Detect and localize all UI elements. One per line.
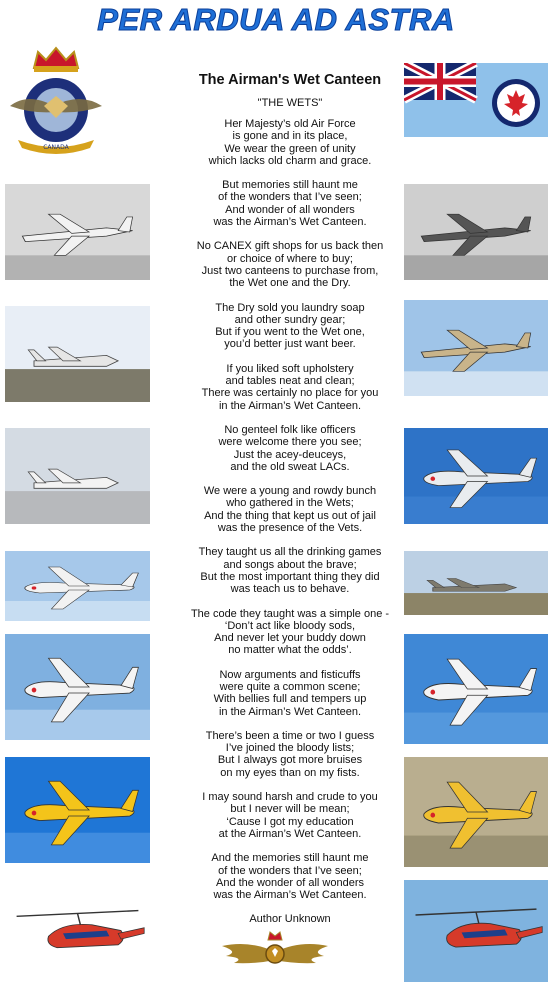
poem-stanza: [150, 118, 430, 167]
poem-line: were quite a common scene;: [219, 680, 361, 693]
poem-line: And the thing that kept us out of jail: [204, 509, 376, 522]
poem-stanza: [150, 363, 430, 412]
poem-line: at the Airman’s Wet Canteen.: [218, 827, 362, 840]
poem-stanza: [150, 546, 430, 595]
poem-line: was the Airman’s Wet Canteen.: [213, 216, 367, 229]
poem-line: And the memories still haunt me: [211, 852, 369, 865]
rcaf-wings-emblem: [220, 926, 330, 976]
poem-line: but I never will be mean;: [230, 803, 350, 816]
poem-line: which lacks old charm and grace.: [208, 154, 372, 167]
poem-stanza: [150, 240, 430, 289]
poem-line: Just two canteens to purchase from,: [201, 264, 379, 277]
poem-stanza: [150, 791, 430, 840]
poem-line: And never let your buddy down: [214, 632, 366, 645]
poem-line: There was certainly no place for you: [201, 387, 379, 400]
crest-scroll-text: CANADA: [43, 144, 69, 151]
poem-line: of the wonders that I’ve seen;: [218, 191, 362, 204]
poem-line: But memories still haunt me: [222, 179, 358, 192]
photo-canso-rescue: [404, 634, 548, 744]
poem-line: and tables neat and clean;: [225, 375, 355, 388]
poem-line: you’d better just want beer.: [224, 338, 356, 351]
poem-line: But if you went to the Wet one,: [215, 326, 365, 339]
photo-tutor-lineup: [5, 428, 150, 524]
poem-title: The Airman's Wet Canteen: [198, 72, 382, 88]
poem-line: I’ve joined the bloody lists;: [225, 742, 355, 755]
poem-line: and other sundry gear;: [234, 313, 346, 326]
poem-line: They taught us all the drinking games: [198, 546, 382, 559]
poem-line: We were a young and rowdy bunch: [203, 485, 377, 498]
poem-line: who gathered in the Wets;: [226, 497, 354, 510]
poem-stanza: [150, 424, 430, 473]
photo-argus-patrol: [404, 428, 548, 524]
poem: [150, 72, 430, 925]
poem-line: was the Airman’s Wet Canteen.: [213, 889, 367, 902]
poem-line: We wear the green of unity: [224, 142, 356, 155]
photo-h34-helicopter: [5, 882, 150, 982]
photo-chipmunk-yellow: [5, 757, 150, 863]
poem-line: and the old sweat LACs.: [230, 460, 350, 473]
rcaf-crest: [8, 44, 104, 156]
poem-line: Now arguments and fisticuffs: [219, 668, 361, 681]
poem-line: were welcome there you see;: [218, 436, 362, 449]
poem-stanza: [150, 669, 430, 718]
photo-aurora-patrol: [5, 634, 150, 740]
poem-line: or choice of where to buy;: [227, 252, 353, 265]
poem-line: And wonder of all wonders: [225, 203, 355, 216]
photo-north-star: [5, 551, 150, 621]
poem-line: was teach us to behave.: [230, 583, 350, 596]
poem-line: the Wet one and the Dry.: [229, 277, 351, 290]
poem-line: No genteel folk like officers: [224, 423, 356, 436]
poem-line: The Dry sold you laundry soap: [215, 301, 365, 314]
poem-subtitle: "THE WETS": [257, 97, 323, 109]
photo-harvard-yellow: [404, 757, 548, 867]
poem-line: in the Airman’s Wet Canteen.: [218, 705, 362, 718]
poem-stanza: [150, 179, 430, 228]
poem-line: ‘Cause I got my education: [226, 815, 354, 828]
photo-starfighter-clouds: [404, 300, 548, 396]
poem-line: in the Airman’s Wet Canteen.: [218, 399, 362, 412]
poem-stanzas: [150, 118, 430, 901]
photo-cf100-grey: [404, 184, 548, 280]
photo-labrador-helicopter: [404, 880, 548, 982]
poem-stanza: [150, 608, 430, 657]
poem-line: The code they taught was a simple one -: [190, 607, 390, 620]
poem-line: And the wonder of all wonders: [216, 876, 364, 889]
poem-stanza: [150, 730, 430, 779]
poem-line: But the most important thing they did: [200, 570, 380, 583]
poem-line: I may sound harsh and crude to you: [202, 791, 378, 804]
poem-line: was the presence of the Vets.: [217, 522, 363, 535]
banner-title: PER ARDUA AD ASTRA: [97, 2, 455, 37]
poem-line: no matter what the odds’.: [228, 644, 352, 657]
poem-stanza: [150, 302, 430, 351]
poem-line: Just the acey-deuceys,: [233, 448, 347, 461]
poem-line: of the wonders that I’ve seen;: [218, 864, 362, 877]
poem-line: If you liked soft upholstery: [226, 362, 354, 375]
poem-stanza: [150, 852, 430, 901]
poem-line: But I always got more bruises: [217, 754, 363, 767]
photo-drag-chute-jet: [5, 306, 150, 402]
poem-line: is gone and in its place,: [232, 130, 348, 143]
photo-sabre-jet: [5, 184, 150, 280]
poem-line: No CANEX gift shops for us back then: [196, 240, 384, 253]
poem-line: There’s been a time or two I guess: [205, 729, 375, 742]
photo-mitchell-bomber: [404, 551, 548, 615]
poem-line: Her Majesty’s old Air Force: [224, 118, 356, 130]
poem-line: With bellies full and tempers up: [213, 693, 367, 706]
poem-author: Author Unknown: [249, 913, 331, 926]
poem-line: on my eyes than on my fists.: [220, 766, 360, 779]
poem-line: and songs about the brave;: [223, 558, 357, 571]
poem-line: ‘Don’t act like bloody sods,: [224, 619, 356, 632]
poem-stanza: [150, 485, 430, 534]
